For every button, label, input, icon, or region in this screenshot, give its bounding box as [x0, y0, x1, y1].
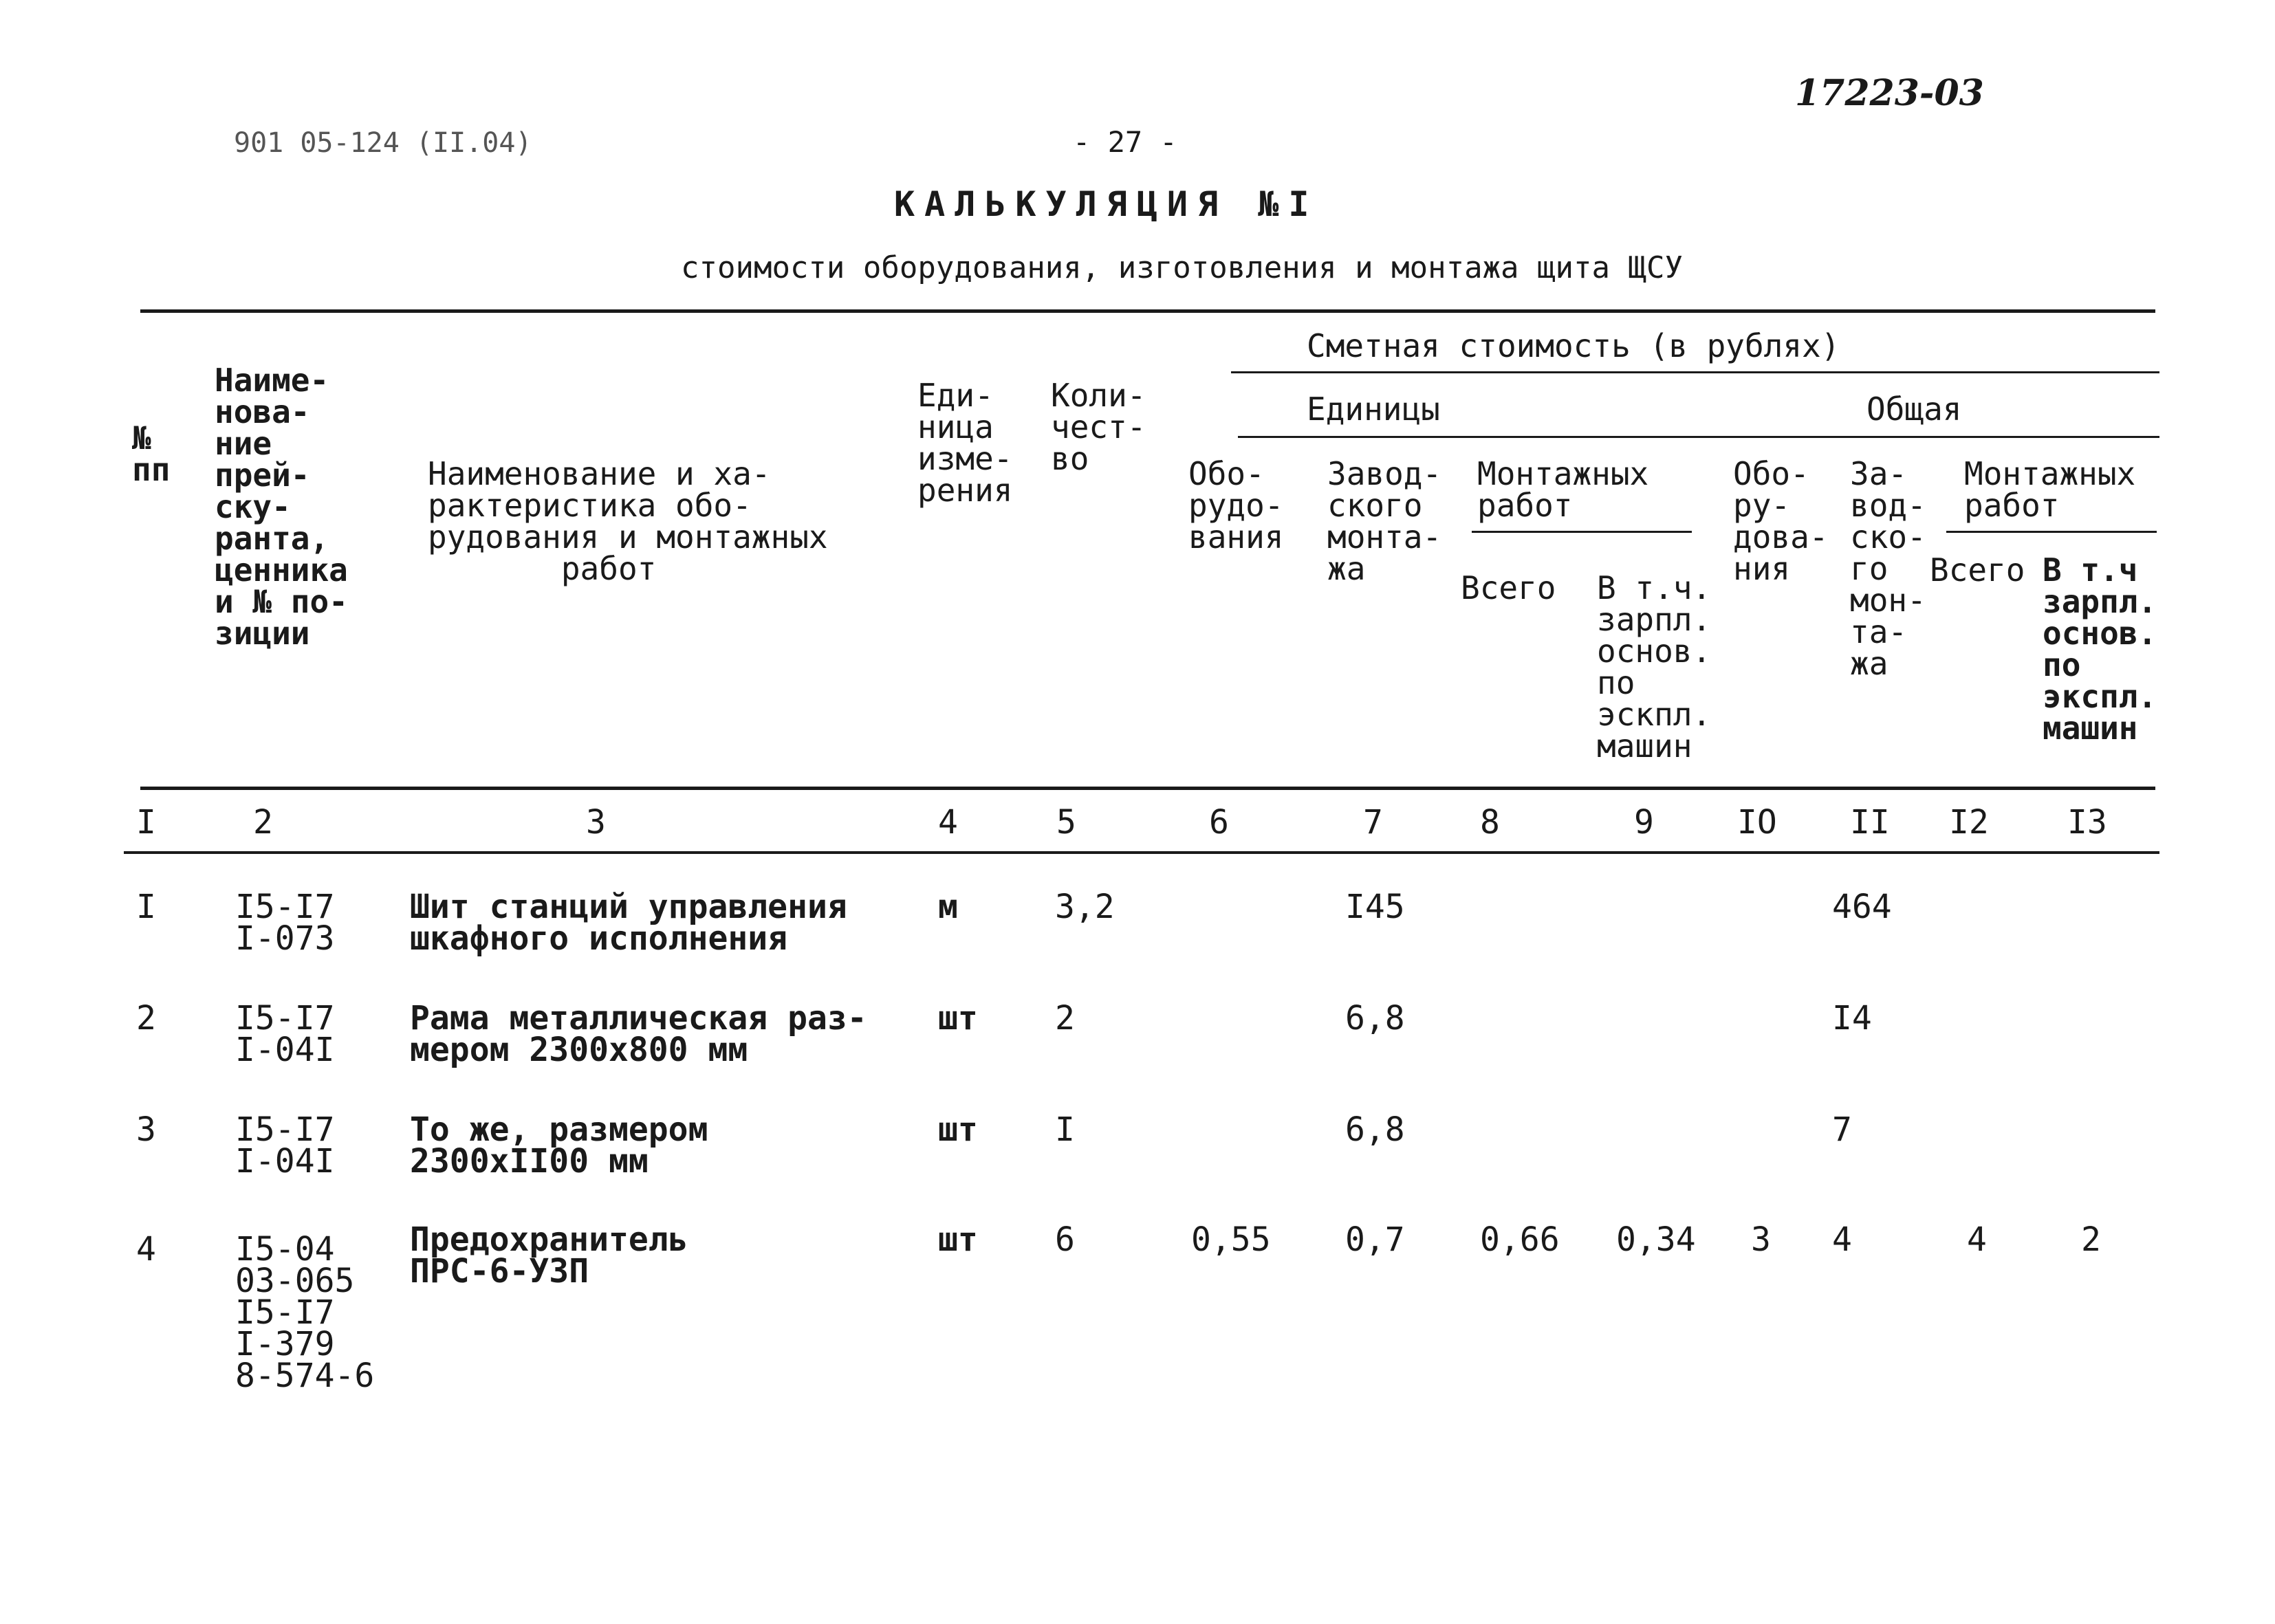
row-num: I — [136, 888, 156, 926]
mount-unit-rule — [1472, 531, 1692, 533]
header-pricelist: Наиме- нова- ние прей- ску- ранта, ценника и № по- зиции — [215, 362, 348, 652]
colnum-1: I — [136, 803, 156, 842]
row-c11: 4 — [1832, 1220, 1852, 1259]
row-c11: 464 — [1832, 888, 1892, 926]
row-unit: м — [938, 888, 958, 926]
estimated-cost-rule — [1231, 371, 2159, 373]
header-num: № пп — [132, 419, 171, 488]
colnum-6: 6 — [1209, 803, 1229, 842]
colnum-7: 7 — [1363, 803, 1383, 842]
row-name: Шит станций управления шкафного исполнения — [410, 888, 847, 958]
row-num: 4 — [136, 1230, 156, 1269]
row-c7: 6,8 — [1345, 1110, 1405, 1149]
units-total-rule — [1238, 436, 2159, 438]
row-num: 3 — [136, 1110, 156, 1149]
row-num: 2 — [136, 999, 156, 1038]
colnum-4: 4 — [938, 803, 958, 842]
header-qty: Коли- чест- во — [1051, 377, 1146, 477]
header-mount-total: Монтажных работ — [1964, 455, 2136, 524]
colnum-9: 9 — [1634, 803, 1654, 842]
document-code: 17223-03 — [1795, 72, 1984, 114]
header-mount-unit: Монтажных работ — [1477, 455, 1649, 524]
header-factory-total: За- вод- ско- го мон- та- жа — [1850, 455, 1926, 682]
header-total-group: Общая — [1866, 391, 1962, 428]
colnum-bottom-rule — [124, 851, 2159, 854]
row-name: Рама металлическая раз- мером 2300х800 мм — [410, 999, 867, 1069]
colnum-5: 5 — [1056, 803, 1076, 842]
row-code: I5-I7 I-073 — [235, 888, 335, 958]
header-factory-unit: Завод- ского монта- жа — [1327, 455, 1442, 587]
row-c7: I45 — [1345, 888, 1405, 926]
row-c11: I4 — [1832, 999, 1872, 1038]
table-top-rule — [140, 309, 2155, 313]
header-all-unit: Всего — [1461, 569, 1556, 606]
colnum-12: I2 — [1949, 803, 1989, 842]
row-qty: 6 — [1055, 1220, 1075, 1259]
colnum-2: 2 — [253, 803, 273, 842]
header-unit: Еди- ница изме- рения — [917, 377, 1013, 509]
top-left-code: 901 05-124 (II.04) — [234, 127, 532, 159]
mount-total-rule — [1946, 531, 2157, 533]
row-qty: 2 — [1055, 999, 1075, 1038]
colnum-10: IO — [1737, 803, 1777, 842]
row-c7: 6,8 — [1345, 999, 1405, 1038]
row-code: I5-I7 I-04I — [235, 999, 335, 1069]
page-number: - 27 - — [1073, 125, 1177, 159]
row-c13: 2 — [2081, 1220, 2101, 1259]
header-estimated-cost: Сметная стоимость (в рублях) — [1307, 327, 1840, 364]
row-c11: 7 — [1832, 1110, 1852, 1149]
row-c12: 4 — [1967, 1220, 1987, 1259]
row-c7: 0,7 — [1345, 1220, 1405, 1259]
row-code: I5-I7 I-04I — [235, 1110, 335, 1181]
document-subtitle: стоимости оборудования, изготовления и монтажа щита ЩСУ — [681, 250, 1683, 285]
colnum-13: I3 — [2067, 803, 2107, 842]
row-c8: 0,66 — [1480, 1220, 1560, 1259]
header-all-total: Всего — [1930, 551, 2025, 589]
header-incl-total: В т.ч зарпл. основ. по экспл. машин — [2043, 551, 2157, 747]
document-title: КАЛЬКУЛЯЦИЯ №I — [894, 184, 1319, 224]
row-unit: шт — [938, 999, 978, 1038]
header-equipment-total: Обо- ру- дова- ния — [1733, 455, 1829, 587]
colnum-8: 8 — [1480, 803, 1500, 842]
colnum-11: II — [1850, 803, 1890, 842]
colnum-3: 3 — [586, 803, 606, 842]
row-c10: 3 — [1751, 1220, 1771, 1259]
row-code: I5-04 03-065 I5-I7 I-379 8-574-6 — [235, 1230, 375, 1395]
header-incl-unit: В т.ч. зарпл. основ. по эскпл. машин — [1597, 569, 1712, 765]
row-unit: шт — [938, 1220, 978, 1259]
row-qty: I — [1055, 1110, 1075, 1149]
row-name: Предохранитель ПРС-6-УЗП — [410, 1220, 688, 1291]
row-qty: 3,2 — [1055, 888, 1115, 926]
row-name: То же, размером 2300хII00 мм — [410, 1110, 708, 1181]
row-c9: 0,34 — [1616, 1220, 1696, 1259]
header-bottom-rule — [140, 787, 2155, 790]
header-name: Наименование и ха- рактеристика обо- рудования и монтажных работ — [428, 455, 828, 587]
header-equipment-unit: Обо- рудо- вания — [1188, 455, 1284, 556]
row-unit: шт — [938, 1110, 978, 1149]
header-units-group: Единицы — [1307, 391, 1440, 428]
row-c6: 0,55 — [1191, 1220, 1271, 1259]
